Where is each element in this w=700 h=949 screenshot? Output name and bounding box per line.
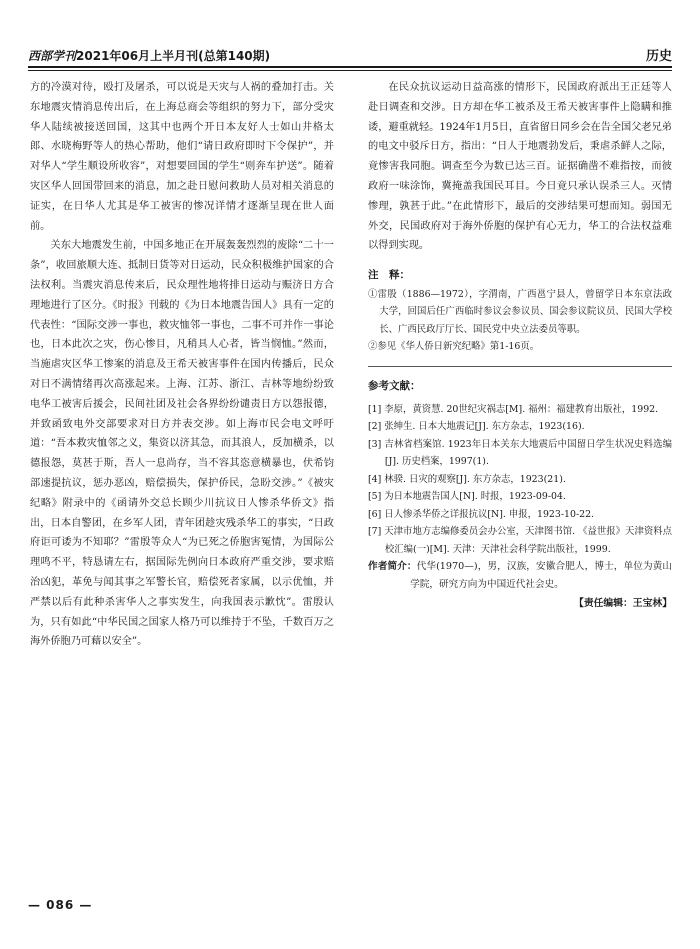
header-rule-thick bbox=[28, 66, 672, 68]
left-column bbox=[30, 78, 334, 652]
header-rule-thin bbox=[28, 70, 672, 71]
reference-item: [5] 为日本地震告国人[N]. 时报，1923-09-04. bbox=[368, 491, 566, 503]
responsible-editor: 【责任编辑：王宝林】 bbox=[574, 598, 672, 610]
notes-title: 注 释： bbox=[368, 269, 410, 282]
reference-item: [2] 张绅生. 日本大地震记[J]. 东方杂志，1923(16). bbox=[368, 421, 585, 433]
reference-item: [1] 李原，黄资慧. 20世纪灾祸志[M]. 福州：福建教育出版社，1992. bbox=[368, 403, 659, 415]
right-column bbox=[368, 78, 672, 614]
page-header bbox=[28, 40, 672, 64]
journal-issue-line bbox=[28, 47, 270, 64]
references-list bbox=[368, 401, 672, 559]
section-label: 历史 bbox=[645, 49, 672, 64]
references-title: 参考文献： bbox=[368, 379, 421, 392]
reference-item: [7] 天津市地方志编修委员会办公室，天津图书馆. 《益世报》天津资料点校汇编(一)[M]. 天津：天津社会科学院出版社，1999. bbox=[368, 526, 672, 555]
reference-item: [3] 吉林省档案馆. 1923年日本关东大地震后中国留日学生状况史料选编[J]. 历史档案，1997(1). bbox=[368, 438, 672, 468]
issue-info: 2021年06月上半月刊(总第140期) bbox=[76, 49, 271, 63]
author-label: 作者简介： bbox=[368, 561, 417, 573]
note-item: ①雷殷（1886—1972），字渭南，广西邕宁县人，曾留学日本东京法政大学，回国后任广西临时参议会参议员、国会参议院议员、民国大学校长、广西民政厅厅长、国民党中央立法委员等职。 bbox=[368, 288, 672, 335]
paragraph: 方的冷漠对待，殴打及屠杀，可以说是天灾与人祸的叠加打击。关东地震灾情消息传出后，在上海总商会等组织的努力下，部分受灾华人陆续被接送回国，这其中也两个开日本友好人士如山井格太郎、水晓梅野等人的热心帮助，他们“请日政府即时下令保护”，并对华人“学生顺设所收容”，对想要回国的学生“则奔车护送”。随着灾区华人回国带回来的消息，加之赴日慰问救助人员对相关消息的证实，在日华人尤其是华工被害的惨况详情才逐渐呈现在世人面前。 bbox=[30, 82, 334, 232]
section-divider bbox=[368, 366, 672, 367]
paragraph: 关东大地震发生前，中国多地正在开展轰轰烈烈的废除“二十一条”，收回旅顺大连、抵制日货等对日运动，民众积极维护国家的合法权利。当震灾消息传来后，民众理性地将排日运动与赈济日方合理地进行了区分。《时报》刊载的《为日本地震告国人》具有一定的代表性：“国际交涉一事也，救灾恤邻一事也，二事不可并作一事论也，日本此次之灾，伤心惨目，凡稍具人心者，皆当悯恤。”然而，当施虐灾区华工惨案的消息及王希天被害事件在国内传播后，民众对日不满情绪再次高涨起来。上海、江苏、浙江、吉林等地纷纷致电华工被害后援会，民间社团及社会各界纷纷谴责日方以怨报德，并致函致电外交部要求对日方并表交涉。如上海市民会电文呼吁道：“吾本救灾恤邻之义，集资以济其急，而其浪人，反加横杀，以德报怨，莫甚于斯，吾人一息尚存，当不容其恣意横暴也，伏希钧部速提抗议，惩办恶凶，赔偿损失，保护侨民，急盼交涉。”《被灾纪略》附录中的《函请外交总长顾少川抗议日人惨杀华侨文》指出，日本自警团，在乡军人团，青年团趁灾残杀华工的事实，“日政府讵可诿为不知耶？”雷殷等众人“为已死之侨胞害冤情，为国际公理鸣不平，特恳请左右，据国际先例向日本政府严重交涉，要求赔治凶犯，革免与闻其事之军警长官，赔偿死者家属，以示优恤，并严禁以后有此种杀害华人之事实发生，向我国表示歉忱”。雷殷认为，只有如此“中华民国之国家人格乃可以维持于不坠，千数百万之海外侨胞乃可藉以安全”。 bbox=[30, 240, 334, 648]
journal-logo: 西部学刊 bbox=[28, 49, 77, 63]
reference-item: [4] 林骙. 日灾的观察[J]. 东方杂志，1923(21). bbox=[368, 473, 566, 485]
reference-item: [6] 日人惨杀华侨之详报抗议[N]. 申报，1923-10-22. bbox=[368, 508, 595, 520]
author-bio bbox=[368, 558, 672, 594]
note-item: ②参见《华人侨日新究纪略》第1-16页。 bbox=[368, 341, 540, 353]
author-text: 代华(1970—)，男，汉族，安徽合肥人，博士，单位为黄山学院，研究方向为中国近代社会史。 bbox=[410, 561, 673, 591]
paragraph: 在民众抗议运动日益高涨的情形下，民国政府派出王正廷等人赴日调查和交涉。日方却在华工被杀及王希天被害事件上隐瞒和推诿，避重就轻。1924年1月5日，直省留日同乡会在告全国父老兄弟的电文中驳斥日方，指出：“日人于地震勃发后，秉虐杀鲜人之际，竟惨害我同胞。调查至今为数已达三百。证据确凿不难指按，而彼政府一味涂饰，冀掩盖我国民耳目。今日竟只承认误杀三人。灭情惨理，孰甚于此。”在此情形下，最后的交涉结果可想而知。弱国无外交，民国政府对于海外侨胞的保护有心无力，华工的合法权益难以得到实现。 bbox=[368, 82, 672, 252]
page-number: — 086 — bbox=[28, 898, 93, 912]
